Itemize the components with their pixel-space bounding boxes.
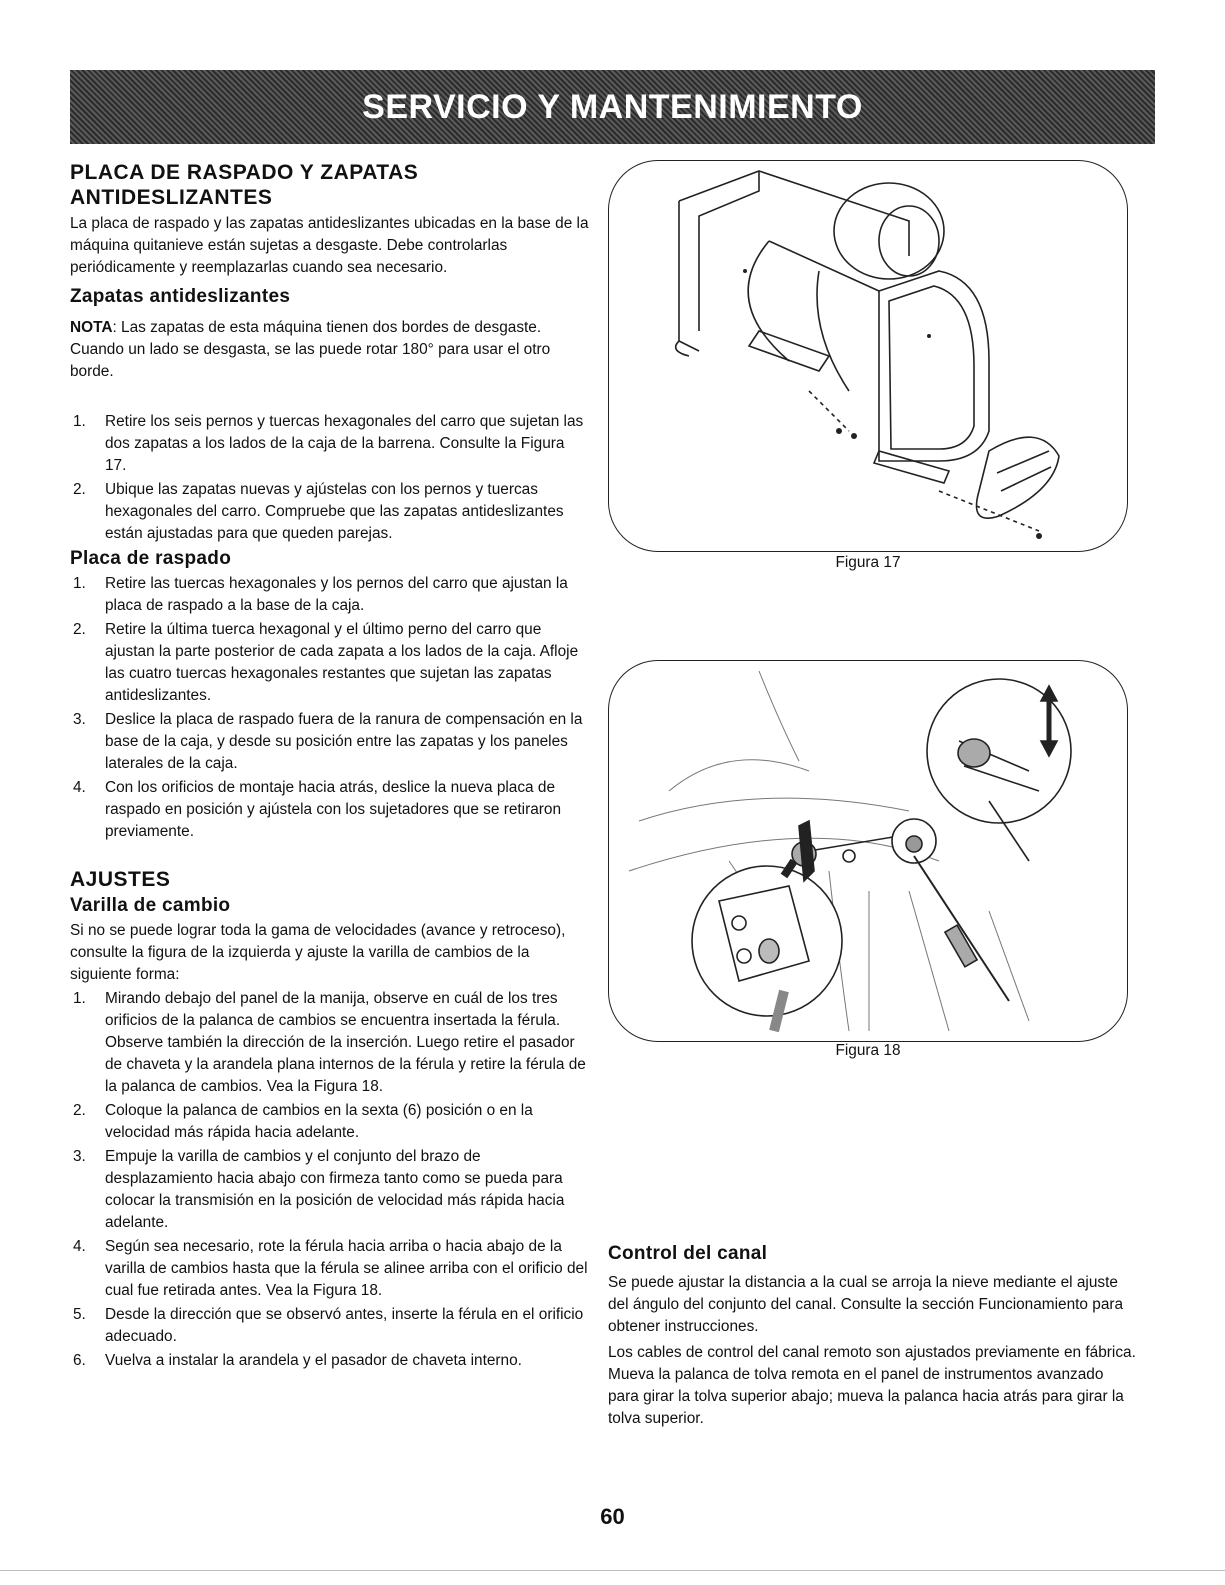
shift-rod-heading: Varilla de cambio	[70, 895, 231, 916]
list-item	[70, 988, 590, 1098]
figure-17	[608, 160, 1128, 552]
step-number: 3.	[73, 1148, 86, 1165]
page-number: 60	[600, 1504, 625, 1529]
step-text: Deslice la placa de raspado fuera de la ranura de compensación en la base de la caja, y desde su posición entre las zapatas y los paneles laterales de la caja.	[105, 711, 583, 772]
step-number: 2.	[73, 1102, 86, 1119]
chute-control-section	[608, 1242, 1138, 1430]
step-text: Ubique las zapatas nuevas y ajústelas con los pernos y tuercas hexagonales del carro. Compruebe que las zapatas antideslizantes están ajustadas para que queden parejas.	[105, 481, 564, 542]
banner-title: SERVICIO Y MANTENIMIENTO	[362, 87, 863, 126]
note-paragraph	[70, 317, 590, 383]
shift-rod-illustration	[609, 661, 1127, 1041]
list-item	[70, 1350, 590, 1372]
skid-shoes-steps	[70, 411, 590, 545]
adjustments-title: AJUSTES	[70, 868, 171, 891]
scraper-intro: La placa de raspado y las zapatas antideslizantes ubicadas en la base de la máquina quitanieve están sujetas a desgaste. Debe controlarlas periódicamente y reemplazarlas cuando sea necesario.	[70, 215, 589, 276]
step-number: 4.	[73, 779, 86, 796]
step-number: 1.	[73, 575, 86, 592]
section-title-scraper	[70, 160, 590, 210]
list-item	[70, 573, 590, 617]
step-text: Mirando debajo del panel de la manija, observe en cuál de los tres orificios de la palanca de cambios se encuentra insertada la férula. Observe también la dirección de la inserción. Luego retire el pasador de chaveta y la arandela plana internos de la férula y retire la férula de la palanca de cambios. Vea la Figura 18.	[105, 990, 586, 1095]
list-item	[70, 619, 590, 707]
list-item	[70, 1146, 590, 1234]
step-text: Retire las tuercas hexagonales y los pernos del carro que ajustan la placa de raspado a la base de la caja.	[105, 575, 568, 614]
chute-control-para1: Se puede ajustar la distancia a la cual se arroja la nieve mediante el ajuste del ángulo del conjunto del canal. Consulte la sección Funcionamiento para obtener instrucciones.	[608, 1274, 1124, 1335]
step-number: 5.	[73, 1306, 86, 1323]
skid-shoes-heading: Zapatas antideslizantes	[70, 286, 291, 307]
chute-control-para2: Los cables de control del canal remoto son ajustados previamente en fábrica. Mueva la palanca de tolva remota en el panel de instrumentos avanzado para girar la tolva superior abajo; mueva la palanca hacia atrás para girar la tolva superior.	[608, 1344, 1136, 1427]
step-number: 4.	[73, 1238, 86, 1255]
chute-control-heading: Control del canal	[608, 1243, 768, 1264]
section-title-line1: PLACA DE RASPADO Y ZAPATAS	[70, 161, 419, 184]
step-text: Vuelva a instalar la arandela y el pasador de chaveta interno.	[105, 1352, 522, 1369]
step-text: Retire la última tuerca hexagonal y el último perno del carro que ajustan la parte posterior de cada zapata a los lados de la caja. Afloje las cuatro tuercas hexagonales restantes que sujetan las zapatas antideslizantes.	[105, 621, 579, 704]
list-item	[70, 411, 590, 477]
step-text: Retire los seis pernos y tuercas hexagonales del carro que sujetan las dos zapatas a los lados de la caja de la barrena. Consulte la Figura 17.	[105, 413, 584, 474]
list-item	[70, 479, 590, 545]
list-item	[70, 1100, 590, 1144]
step-number: 6.	[73, 1352, 86, 1369]
auger-housing-illustration	[609, 161, 1127, 551]
list-item	[70, 777, 590, 843]
section-banner	[70, 70, 1155, 144]
note-label: NOTA	[70, 319, 113, 336]
figure-17-caption: Figura 17	[835, 554, 901, 571]
figure-18-caption: Figura 18	[835, 1042, 901, 1059]
step-number: 1.	[73, 990, 86, 1007]
list-item	[70, 1236, 590, 1302]
step-number: 2.	[73, 481, 86, 498]
left-column	[70, 160, 590, 1374]
step-number: 2.	[73, 621, 86, 638]
step-number: 3.	[73, 711, 86, 728]
figure-18	[608, 660, 1128, 1042]
step-text: Empuje la varilla de cambios y el conjunto del brazo de desplazamiento hacia abajo con firmeza tanto como se pueda para colocar la transmisión en la posición de velocidad más rápida hacia adelante.	[105, 1148, 565, 1231]
list-item	[70, 1304, 590, 1348]
scraper-plate-heading: Placa de raspado	[70, 548, 232, 569]
step-text: Según sea necesario, rote la férula hacia arriba o hacia abajo de la varilla de cambios hasta que la férula se alinee arriba con el orificio del cual fue retirada antes. Vea la Figura 18.	[105, 1238, 588, 1299]
list-item	[70, 709, 590, 775]
section-title-line2: ANTIDESLIZANTES	[70, 186, 273, 209]
shift-rod-steps	[70, 988, 590, 1372]
step-number: 1.	[73, 413, 86, 430]
scraper-plate-steps	[70, 573, 590, 843]
step-text: Coloque la palanca de cambios en la sexta (6) posición o en la velocidad más rápida hacia adelante.	[105, 1102, 533, 1141]
bottom-border	[0, 1570, 1225, 1571]
shift-rod-intro: Si no se puede lograr toda la gama de velocidades (avance y retroceso), consulte la figura de la izquierda y ajuste la varilla de cambios de la siguiente forma:	[70, 922, 566, 983]
note-text: : Las zapatas de esta máquina tienen dos bordes de desgaste. Cuando un lado se desgasta, se las puede rotar 180° para usar el otro borde.	[70, 319, 551, 380]
step-text: Desde la dirección que se observó antes, inserte la férula en el orificio adecuado.	[105, 1306, 584, 1345]
step-text: Con los orificios de montaje hacia atrás, deslice la nueva placa de raspado en posición y ajústela con los sujetadores que se retiraron previamente.	[105, 779, 562, 840]
